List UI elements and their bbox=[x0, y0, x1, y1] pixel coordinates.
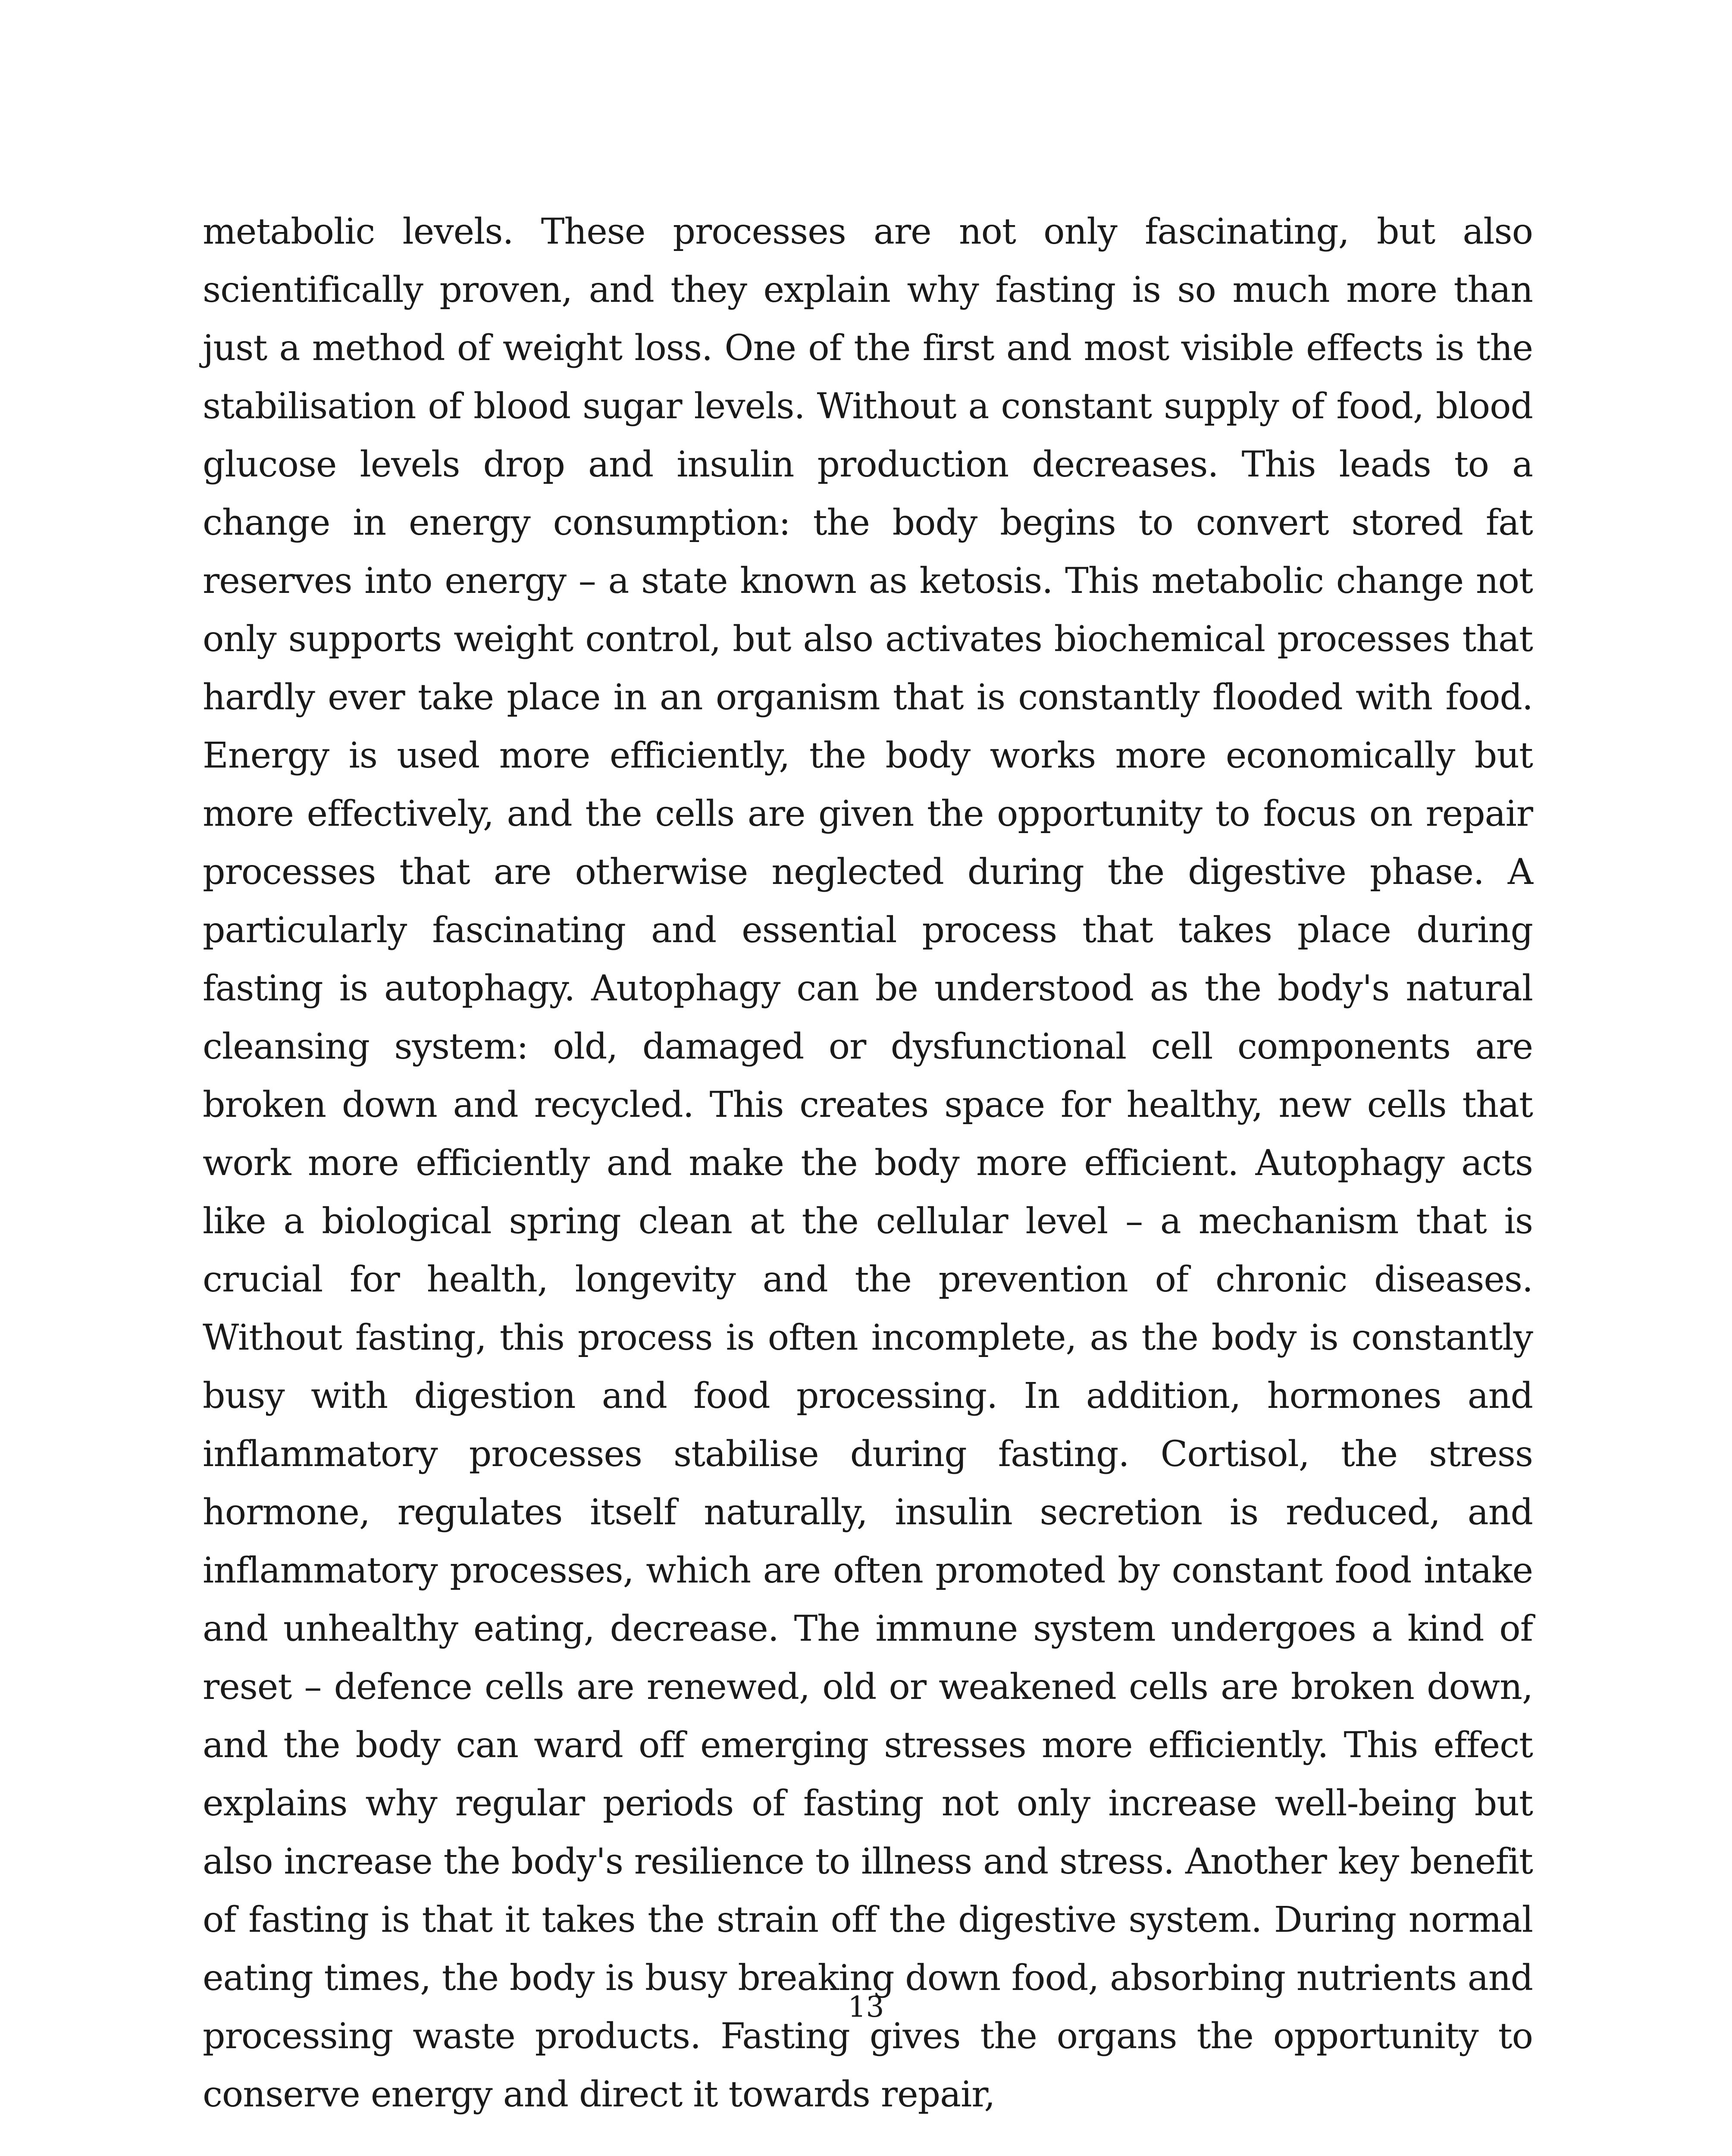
body-paragraph: metabolic levels. These processes are not only fascinating, but also scientifically proven, and they explain why fasting is so much more than just a method of weight loss. One of the first and most visible effects is the stabilisation of blood sugar levels. Without a constant supply of food, blood glucose levels drop and insulin production decreases. This leads to a change in energy consumption: the body begins to convert stored fat reserves into energy – a state known as ketosis. This metabolic change not only supports weight control, but also activates biochemical processes that hardly ever take place in an organism that is constantly flooded with food. Energy is used more efficiently, the body works more economically but more effectively, and the cells are given the opportunity to focus on repair processes that are otherwise neglected during the digestive phase. A particularly fascinating and essential process that takes place during fasting is autophagy. Autophagy can be understood as the body's natural cleansing system: old, damaged or dysfunctional cell components are broken down and recycled. This creates space for healthy, new cells that work more efficiently and make the body more efficient. Autophagy acts like a biological spring clean at the cellular level – a mechanism that is crucial for health, longevity and the prevention of chronic diseases. Without fasting, this process is often incomplete, as the body is constantly busy with digestion and food processing. In addition, hormones and inflammatory processes stabilise during fasting. Cortisol, the stress hormone, regulates itself naturally, insulin secretion is reduced, and inflammatory processes, which are often promoted by constant food intake and unhealthy eating, decrease. The immune system undergoes a kind of reset – defence cells are renewed, old or weakened cells are broken down, and the body can ward off emerging stresses more efficiently. This effect explains why regular periods of fasting not only increase well-being but also increase the body's resilience to illness and stress. Another key benefit of fasting is that it takes the strain off the digestive system. During normal eating times, the body is busy breaking down food, absorbing nutrients and processing waste products. Fasting gives the organs the opportunity to conserve energy and direct it towards repair, bbox=[203, 211, 1533, 2115]
page-number: 13 bbox=[848, 1990, 884, 2024]
